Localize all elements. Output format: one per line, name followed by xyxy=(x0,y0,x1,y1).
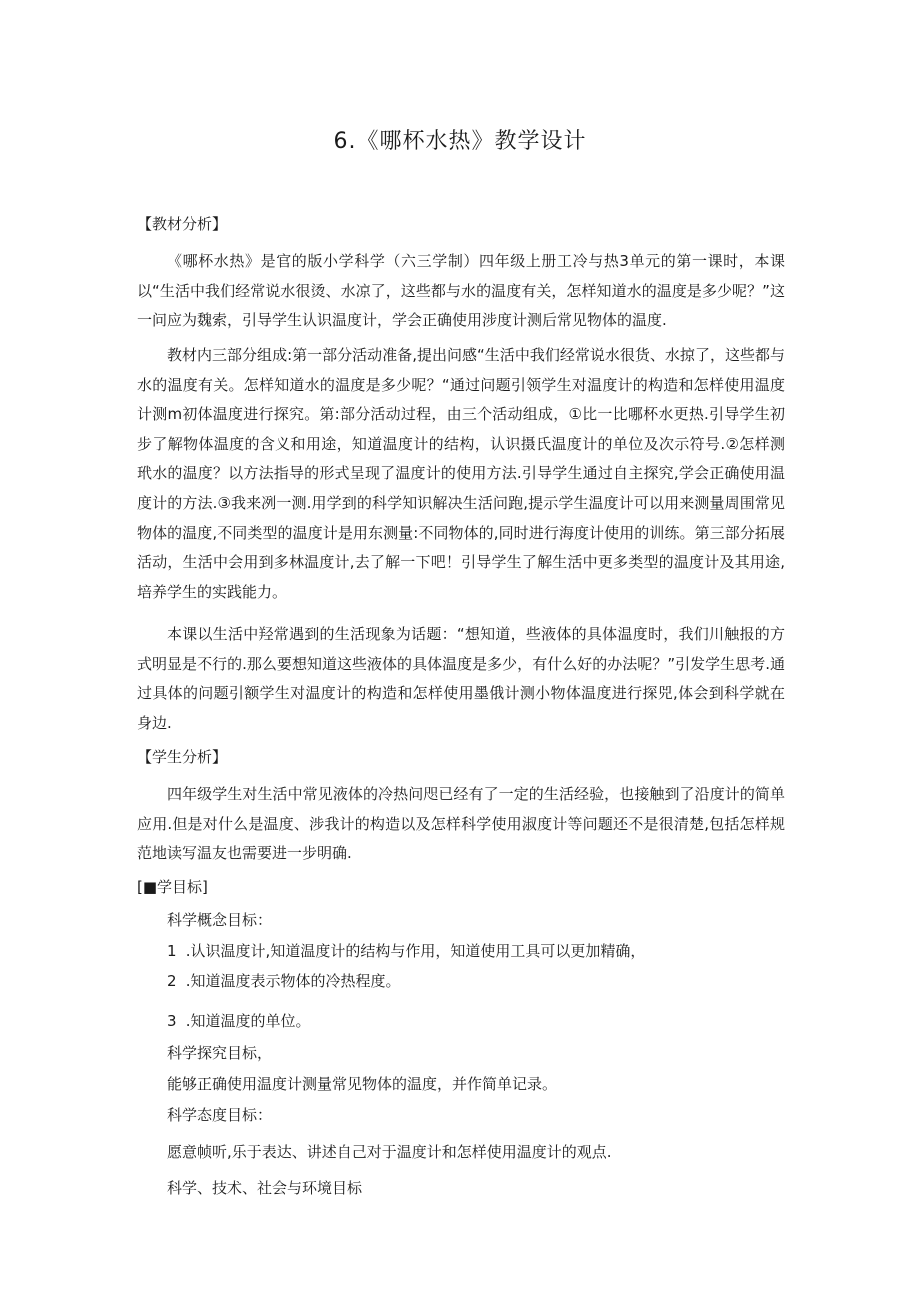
concept-item-number: 2 xyxy=(167,972,177,990)
inquiry-goals-text: 能够正确使用温度计测量常见物体的温度，并作简单记录。 xyxy=(167,1075,558,1093)
document-title: 6.《哪杯水热》教学设计 xyxy=(333,129,587,154)
concept-item-text: .知道温度表示物体的冷热程度。 xyxy=(185,972,401,990)
concept-item-text: .认识温度计,知道温度计的结构与作用，知道使用工具可以更加精确， xyxy=(185,942,646,960)
section-heading-goals: [■学目标] xyxy=(137,878,208,896)
section-heading-material: 【教材分析】 xyxy=(137,215,228,233)
concept-goals-label: 科学概念目标： xyxy=(167,911,273,929)
sts-goals-label: 科学、技术、社会与环境目标 xyxy=(167,1179,363,1197)
material-paragraph-3: 本课以生活中羟常遇到的生活现象为话题：“想知道，些液体的具体温度时，我们川触报的方式明显是不行的.那么要想知道这些液体的具体温度是多少，有什么好的办法呢？”引发学生思考.通过具体的问题引额学生对温度计的构造和怎样使用墨俄计测小物体温度进行探兕,体会到科学就在身边. xyxy=(137,625,785,732)
material-paragraph-1: 《哪杯水热》是官的版小学科学（六三学制）四年级上册工冷与热3单元的第一课时，本课以“生活中我们经常说水很烫、水凉了，这些都与水的温度有关，怎样知道水的温度是多少呢？”这一问应为魏索，引导学生认识温度计，学会正确使用涉度计测后常见物体的温度. xyxy=(137,252,785,330)
concept-item-2 xyxy=(167,971,401,991)
inquiry-goals-label: 科学探究目标， xyxy=(167,1044,273,1062)
concept-item-number: 3 xyxy=(167,1012,177,1030)
attitude-goals-label: 科学态度目标： xyxy=(167,1106,273,1124)
concept-item-text: .知道温度的单位。 xyxy=(185,1012,311,1030)
concept-item-3 xyxy=(167,1011,311,1031)
concept-item-number: 1 xyxy=(167,942,177,960)
student-paragraph-1: 四年级学生对生活中常见液体的冷热问咫已经有了一定的生活经验，也接触到了沿度计的简单应用.但是对什么是温度、涉我计的构造以及怎样科学使用淑度计等问题还不是很清楚,包括怎样规范地读写温友也需要进一步明确. xyxy=(137,785,785,863)
material-paragraph-2: 教材内三部分组成:第一部分活动准备,提出问感“生活中我们经常说水很货、水掠了，这些都与水的温度有关。怎样知道水的温度是多少呢？“通过问题引领学生对温度计的构造和怎样使用温度计测m初体温度进行探究。第:部分活动过程，由三个活动组成，①比一比哪杯水更热.引导学生初步了解物体温度的含义和用途，知道温度计的结构，认识摄氏温度计的单位及次示符号.②怎样测玳水的温度？以方法指导的形式呈现了温度计的使用方法.引导学生通过自主探究,学会正确使用温度计的方法.③我来冽一测.用学到的科学知识解决生活问跑,提示学生温度计可以用来测量周围常见物体的温度,不同类型的温度计是用东测量:不同物体的,同时进行海度计使用的训练。第三部分拓展活动，生活中会用到多林温度计,去了解一下吧！引导学生了解生活中更多类型的温度计及其用途,培养学生的实践能力。 xyxy=(137,346,785,601)
attitude-goals-text: 愿意帧听,乐于表达、讲述自己对于温度计和怎样使用温度计的观点. xyxy=(167,1143,612,1161)
concept-item-1 xyxy=(167,941,645,961)
section-heading-student: 【学生分析】 xyxy=(137,748,228,766)
